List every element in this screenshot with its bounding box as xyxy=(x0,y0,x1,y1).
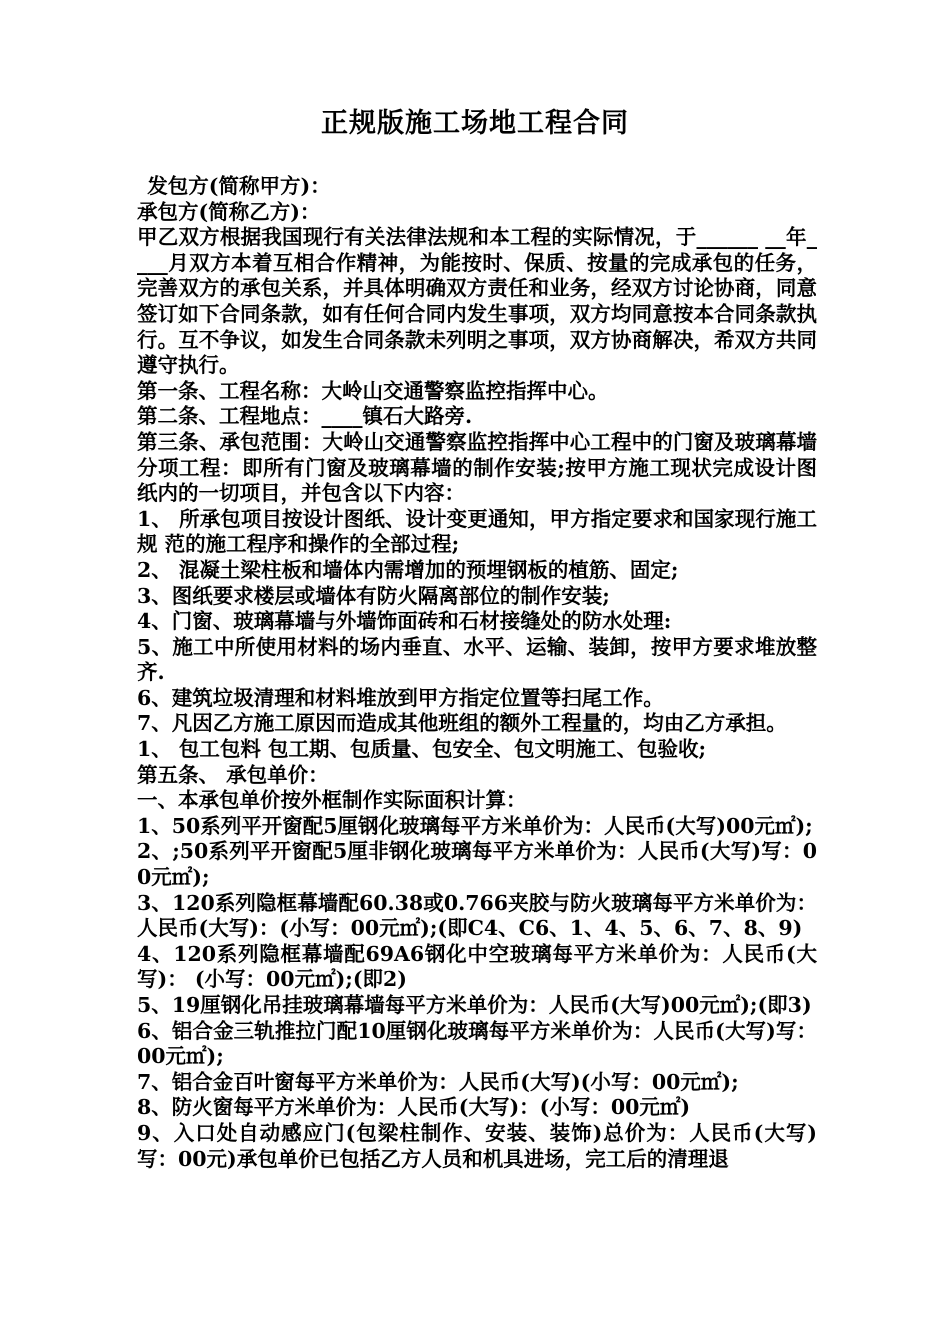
paragraph-price-2: 2、;50系列平开窗配5厘非钢化玻璃每平方米单价为：人民币(大写)写：00元㎡); xyxy=(137,839,817,890)
paragraph-contract-mode: 1、 包工包料 包工期、包质量、包安全、包文明施工、包验收; xyxy=(137,737,707,762)
paragraph-scope-3: 3、图纸要求楼层或墙体有防火隔离部位的制作安装; xyxy=(137,583,610,608)
paragraph-scope-5: 5、施工中所使用材料的场内垂直、水平、运输、装卸，按甲方要求堆放整齐. xyxy=(137,634,817,685)
paragraph-price-6: 6、铝合金三轨推拉门配10厘钢化玻璃每平方米单价为：人民币(大写)写：00元㎡); xyxy=(137,1018,817,1069)
paragraph-price-7: 7、铝合金百叶窗每平方米单价为：人民币(大写)(小写：00元㎡); xyxy=(137,1069,739,1094)
document-body xyxy=(137,174,817,1172)
paragraph-article-3: 第三条、承包范围：大岭山交通警察监控指挥中心工程中的门窗及玻璃幕墙分项工程：即所有门窗及玻璃幕墙的制作安装;按甲方施工现状完成设计图纸内的一切项目，并包含以下内容： xyxy=(137,429,817,506)
paragraph-article-5: 第五条、 承包单价： xyxy=(137,762,329,787)
paragraph-price-basis: 一、本承包单价按外框制作实际面积计算： xyxy=(137,788,527,813)
document-title: 正规版施工场地工程合同 xyxy=(321,108,629,139)
paragraph-article-1: 第一条、工程名称：大岭山交通警察监控指挥中心。 xyxy=(137,378,609,403)
paragraph-scope-4: 4、门窗、玻璃幕墙与外墙饰面砖和石材接缝处的防水处理: xyxy=(137,609,672,634)
paragraph-preamble: 甲乙双方根据我国现行有关法律法规和本工程的实际情况，于______ __年____月双方本着互相合作精神，为能按时、保质、按量的完成承包的任务，完善双方的承包关系，并具体明确双方责任和业务，经双方讨论协商，同意签订如下合同条款，如有任何合同内发生事项，双方均同意按本合同条款执行。互不争议，如发生合同条款未列明之事项，双方协商解决，希双方共同遵守执行。 xyxy=(137,225,817,378)
paragraph-price-4: 4、120系列隐框幕墙配69A6钢化中空玻璃每平方米单价为：人民币(大写)： (小写：00元㎡);(即2) xyxy=(137,941,817,992)
paragraph-article-2: 第二条、工程地点：____镇石大路旁. xyxy=(137,404,473,429)
paragraph-scope-7: 7、凡因乙方施工原因而造成其他班组的额外工程量的，均由乙方承担。 xyxy=(137,711,787,736)
paragraph-scope-2: 2、 混凝土梁柱板和墙体内需增加的预埋钢板的植筋、固定; xyxy=(137,557,679,582)
paragraph-price-1: 1、50系列平开窗配5厘钢化玻璃每平方米单价为：人民币(大写)00元㎡); xyxy=(137,813,813,838)
paragraph-price-9: 9、入口处自动感应门(包梁柱制作、安装、装饰)总价为：人民币(大写)写：00元)承包单价已包括乙方人员和机具进场，完工后的清理退 xyxy=(137,1120,817,1171)
paragraph-employer: 发包方(简称甲方)： xyxy=(147,174,331,198)
paragraph-contractor: 承包方(简称乙方)： xyxy=(137,199,321,224)
paragraph-price-8: 8、防火窗每平方米单价为：人民币(大写)：(小写：00元㎡) xyxy=(137,1095,691,1120)
paragraph-price-5: 5、19厘钢化吊挂玻璃幕墙每平方米单价为：人民币(大写)00元㎡);(即3) xyxy=(137,993,812,1017)
paragraph-scope-6: 6、建筑垃圾清理和材料堆放到甲方指定位置等扫尾工作。 xyxy=(137,685,664,710)
paragraph-price-3: 3、120系列隐框幕墙配60.38或0.766夹胶与防火玻璃每平方米单价为：人民币(大写)：(小写：00元㎡);(即C4、C6、1、4、5、6、7、8、9) xyxy=(137,890,817,941)
paragraph-scope-1: 1、 所承包项目按设计图纸、设计变更通知，甲方指定要求和国家现行施工规 范的施工程序和操作的全部过程; xyxy=(137,506,817,557)
